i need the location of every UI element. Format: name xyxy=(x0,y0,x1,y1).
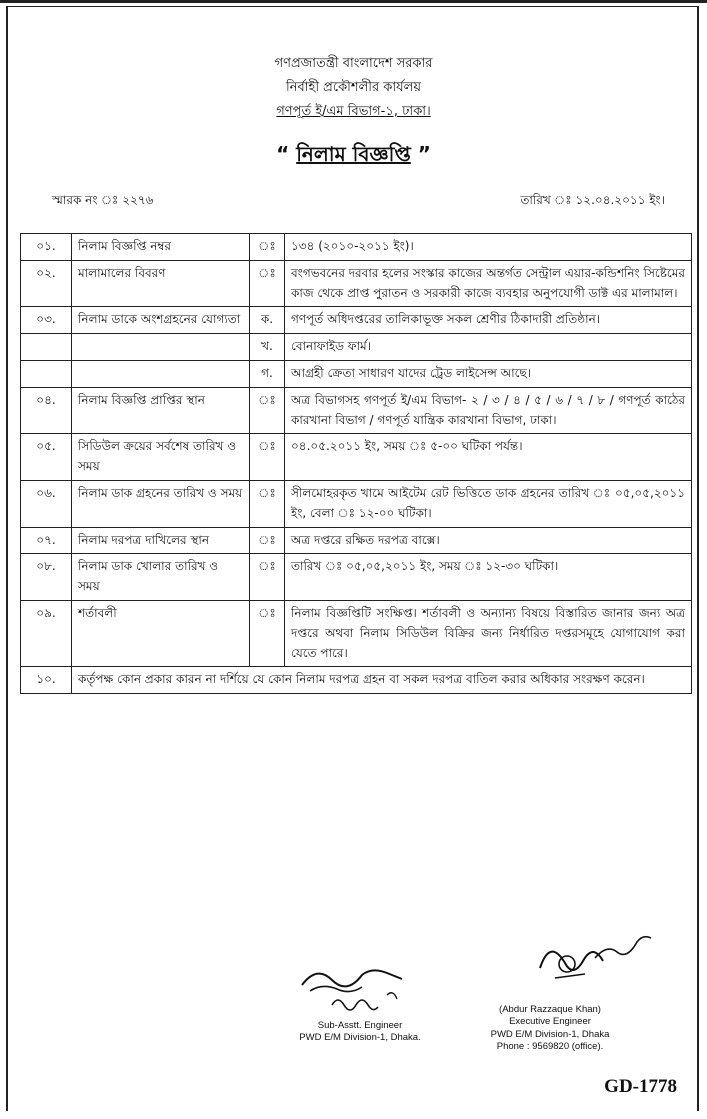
table-row xyxy=(21,434,692,481)
right-signatory-name: (Abdur Razzaque Khan) xyxy=(499,1004,601,1015)
row-separator: খ. xyxy=(250,334,285,361)
gd-number: GD-1778 xyxy=(604,1076,677,1097)
office-name: নির্বাহী প্রকৌশলীর কার্যলয় xyxy=(286,80,421,95)
memo-number: স্মারক নং ঃ ২২৭৬ xyxy=(52,193,154,207)
row-label: নিলাম দরপত্র দাখিলের স্থান xyxy=(72,527,250,554)
row-value: বংগভবনের দরবার হলের সংস্কার কাজের অন্তর্গত সেন্ট্রাল এয়ার-কন্ডিশনিং সিষ্টেমের কাজ থেকে প্রাপ্ত পুরাতন ও সরকারী কাজে ব্যবহার অনুপযোগী ডাক্ট এর মালামাল। xyxy=(285,260,692,307)
row-value: ১৩৪ (২০১০-২০১১ ইং)। xyxy=(285,234,692,261)
table-row xyxy=(21,527,692,554)
notice-date: তারিখ ঃ ১২.০৪.২০১১ ইং। xyxy=(520,193,665,207)
row-value: ০৪.০৫.২০১১ ইং, সময় ঃ ৫-০০ ঘটিকা পর্যন্ত। xyxy=(285,434,692,481)
row-separator: ঃ xyxy=(250,480,285,527)
left-signature xyxy=(292,955,412,1025)
table-row xyxy=(21,387,692,434)
row-number xyxy=(21,360,72,387)
row-number: ০৬. xyxy=(21,480,72,527)
row-value: বোনাফাইড ফার্ম। xyxy=(285,334,692,361)
right-signature xyxy=(525,928,665,998)
row-label: নিলাম বিজ্ঞপ্তি প্রাপ্তির স্থান xyxy=(72,387,250,434)
table-row xyxy=(21,307,692,334)
row-number xyxy=(21,334,72,361)
row-separator: ক. xyxy=(250,307,285,334)
row-separator: ঃ xyxy=(250,434,285,481)
row-label: সিডিউল ক্রয়ের সর্বশেষ তারিখ ও সময় xyxy=(72,434,250,481)
table-row xyxy=(21,334,692,361)
row-value: সীলমোহরকৃত খামে আইটেম রেট ভিত্তিতে ডাক গ্রহনের তারিখ ঃ ০৫,০৫,২০১১ ইং, বেলা ঃ ১২-০০ ঘটিকা। xyxy=(285,480,692,527)
table-row xyxy=(21,600,692,666)
row-separator: ঃ xyxy=(250,234,285,261)
table-row xyxy=(21,480,692,527)
table-row xyxy=(21,554,692,601)
top-border xyxy=(0,0,707,3)
row-value: গণপূর্ত অধিদপ্তরের তালিকাভূক্ত সকল শ্রেণীর ঠিকাদারী প্রতিষ্ঠান। xyxy=(285,307,692,334)
row-label: নিলাম ডাক গ্রহনের তারিখ ও সময় xyxy=(72,480,250,527)
row-number: ০৪. xyxy=(21,387,72,434)
row-value: তারিখ ঃ ০৫,০৫,২০১১ ইং, সময় ঃ ১২-৩০ ঘটিকা। xyxy=(285,554,692,601)
right-signatory xyxy=(470,1004,630,1053)
right-signatory-office: PWD E/M Division-1, Dhaka xyxy=(490,1028,610,1040)
row-separator: ঃ xyxy=(250,527,285,554)
row-separator: ঃ xyxy=(250,387,285,434)
page-title: “ নিলাম বিজ্ঞপ্তি ” xyxy=(276,142,431,166)
government-name: গণপ্রজাতন্ত্রী বাংলাদেশ সরকার xyxy=(274,56,433,71)
row-label xyxy=(72,360,250,387)
row-number: ০৫. xyxy=(21,434,72,481)
row-label: শর্তাবলী xyxy=(72,600,250,666)
row-separator: ঃ xyxy=(250,554,285,601)
row-number: ০৮. xyxy=(21,554,72,601)
row-separator: ঃ xyxy=(250,600,285,666)
row-separator: গ. xyxy=(250,360,285,387)
auction-details-table xyxy=(20,233,692,694)
row-value: অত্র বিভাগসহ গণপূর্ত ই/এম বিভাগ- ২ / ৩ / ৪ / ৫ / ৬ / ৭ / ৮ / গণপূর্ত কাঠের কারখানা বিভাগ / গণপূর্ত যান্ত্রিক কারখানা বিভাগ, ঢাকা। xyxy=(285,387,692,434)
table-row xyxy=(21,260,692,307)
row-number: ০১. xyxy=(21,234,72,261)
table-row xyxy=(21,234,692,261)
division-name: গণপূর্ত ই/এম বিভাগ-১, ঢাকা। xyxy=(276,104,431,119)
row-value: অত্র দপ্তরে রক্ষিত দরপত্র বাক্সে। xyxy=(285,527,692,554)
row-value: নিলাম বিজ্ঞপ্তিটি সংক্ষিপ্ত। শর্তাবলী ও অন্যান্য বিষয়ে বিস্তারিত জানার জন্য অত্র দপ্তরে অথবা নিলাম সিডিউল বিক্রির জন্য নির্ধারিত দপ্তরসমূহে যোগাযোগ করা যেতে পারে। xyxy=(285,600,692,666)
left-signatory xyxy=(280,1020,440,1045)
left-signatory-title: Sub-Asstt. Engineer xyxy=(317,1020,403,1031)
row-label: নিলাম বিজ্ঞপ্তি নম্বর xyxy=(72,234,250,261)
row-label: নিলাম ডাক খোলার তারিখ ও সময় xyxy=(72,554,250,601)
row-number: ০৯. xyxy=(21,600,72,666)
right-signatory-title: Executive Engineer xyxy=(509,1016,591,1028)
row-label: নিলাম ডাকে অংশগ্রহনের যোগ্যতা xyxy=(72,307,250,334)
row-separator: ঃ xyxy=(250,260,285,307)
row-number: ০৭. xyxy=(21,527,72,554)
right-signatory-phone: Phone : 9569820 (office). xyxy=(496,1041,604,1053)
row-label xyxy=(72,334,250,361)
row-number: ০৩. xyxy=(21,307,72,334)
final-clause-text: কর্তৃপক্ষ কোন প্রকার কারন না দর্শিয়ে যে কোন নিলাম দরপত্র গ্রহন বা সকল দরপত্র বাতিল করার অধিকার সংরক্ষণ করেন। xyxy=(72,667,692,694)
row-number: ০২. xyxy=(21,260,72,307)
left-signatory-office: PWD E/M Division-1, Dhaka. xyxy=(299,1032,421,1044)
row-label: মালামালের বিবরণ xyxy=(72,260,250,307)
row-number: ১০. xyxy=(21,667,72,694)
table-row xyxy=(21,360,692,387)
table-row-final xyxy=(21,667,692,694)
row-value: আগ্রহী ক্রেতা সাধারণ যাদের ট্রেড লাইসেন্স আছে। xyxy=(285,360,692,387)
